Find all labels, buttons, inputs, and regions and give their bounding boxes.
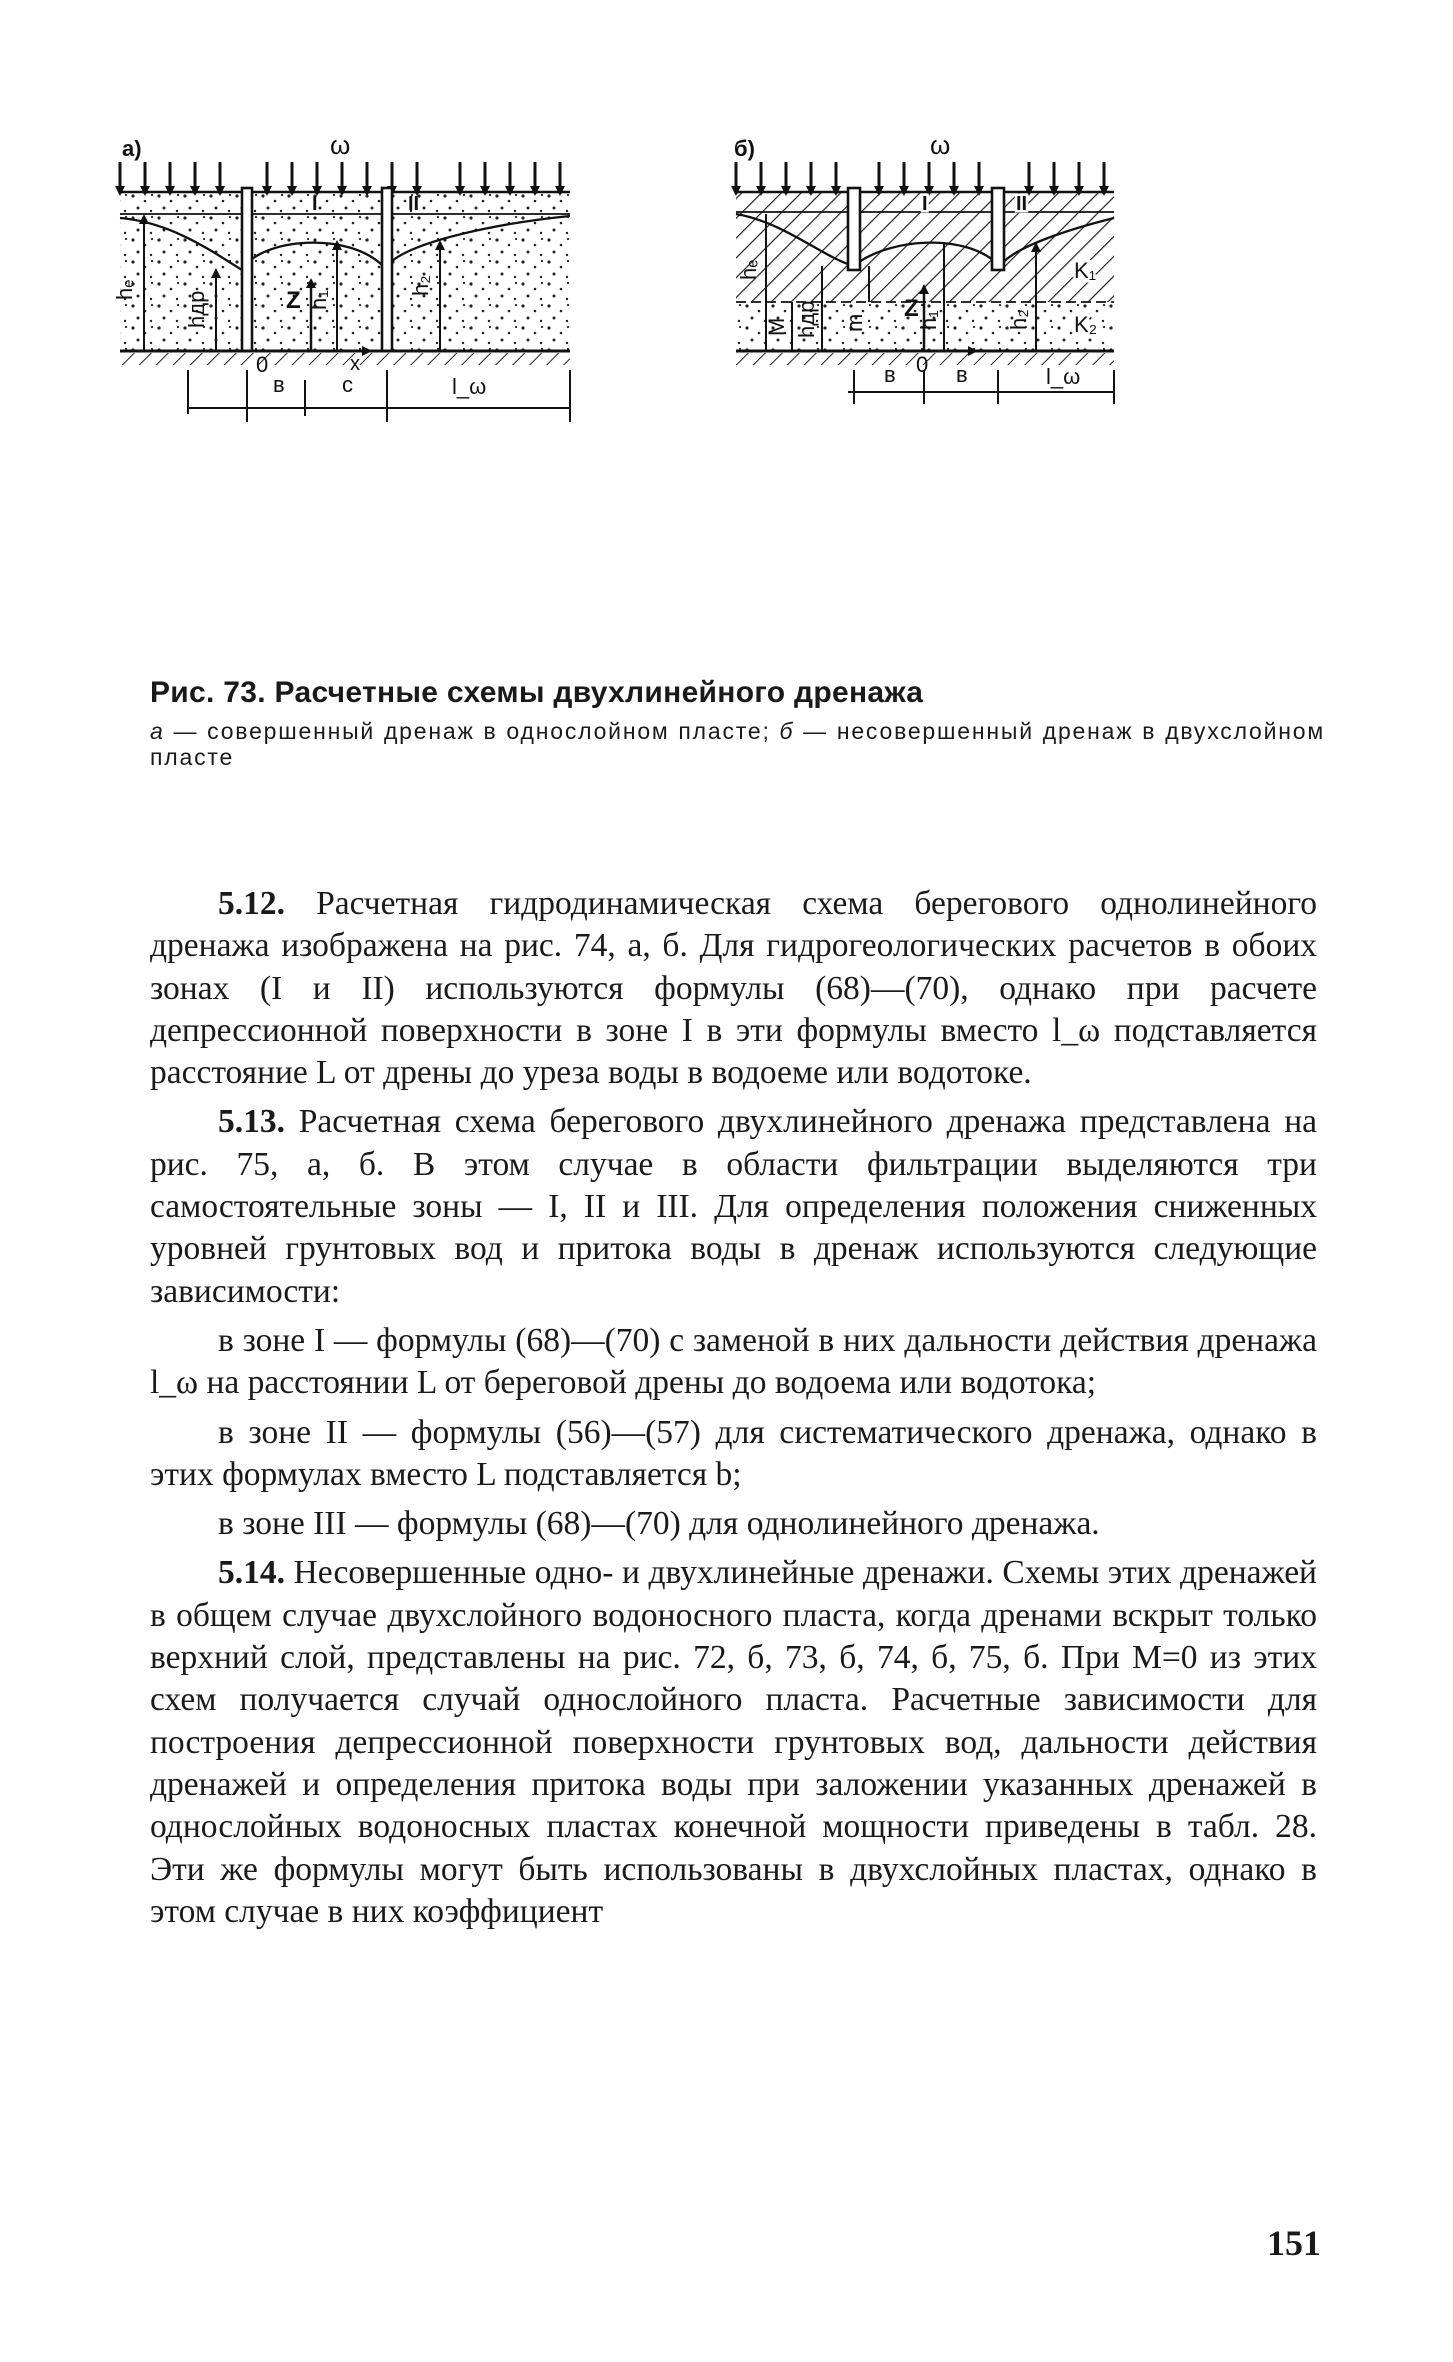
section-number: 5.14.: [218, 1554, 285, 1592]
paragraph-zone-3: [150, 1503, 1317, 1545]
caption-b-letter: б: [779, 718, 795, 744]
label-he-b: hₑ: [736, 259, 761, 280]
label-k1-b: K₁: [1074, 258, 1097, 283]
zone-1-b: I: [922, 193, 928, 215]
label-k2-b: K₂: [1074, 312, 1098, 337]
label-hdr-b: hдр: [794, 300, 819, 338]
label-z-a: Z: [286, 287, 301, 314]
paragraph-5-14: [150, 1552, 1317, 1933]
panel-a-omega: ω: [330, 130, 351, 160]
paragraph-zone-1: [150, 1320, 1317, 1405]
drain-1-a: [242, 188, 252, 351]
caption-b-text: — несовершенный дренаж в двухслойном пласте: [150, 718, 1325, 770]
infiltration-arrows-a: [120, 162, 560, 194]
section-number: 5.12.: [218, 885, 285, 922]
section-number: 5.13.: [218, 1103, 285, 1141]
caption-a-text: — совершенный дренаж в однослойном пласте;: [164, 718, 780, 744]
panel-a: [112, 130, 570, 422]
dim-b1-b: в: [884, 362, 896, 387]
zone-1-a: I: [312, 193, 318, 215]
label-h1-a: h₁: [306, 290, 331, 310]
caption-a-letter: а: [150, 718, 165, 744]
drain-2-b: [992, 188, 1004, 270]
zone-2-b: II: [1016, 193, 1028, 215]
paragraph-5-12: [150, 883, 1317, 1094]
infiltration-arrows-b: [736, 162, 1104, 194]
panel-a-letter: а): [122, 136, 142, 161]
caption-legend: [150, 718, 1325, 770]
label-h2-a: h₂: [408, 275, 433, 296]
label-m-b: m: [842, 313, 867, 332]
paragraph-text: в зоне II — формулы (56)—(57) для систематического дренажа, однако в этих формулах вместо L подставляется b;: [150, 1413, 1317, 1493]
caption-title: Рис. 73. Расчетные схемы двухлинейного дренажа: [150, 676, 924, 709]
dim-lw-b: l_ω: [1046, 364, 1081, 389]
paragraph-5-13: [150, 1101, 1317, 1312]
figure-caption: [150, 676, 1325, 770]
label-z-b: Z: [904, 295, 919, 322]
drain-1-b: [848, 188, 860, 270]
paragraph-text: Несовершенные одно- и двухлинейные дренажи. Схемы этих дренажей в общем случае двухслойного водоносного пласта, когда дренами вскрыт только верхний слой, представлены на рис. 72, б, 73, б, 74, б, 75, б. При M=0 из этих схем получается случай однослойного пласта. Расчетные зависимости для построения депрессионной поверхности грунтовых вод, дальности действия дренажей и определения притока воды при заложении указанных дренажей в однослойных водоносных пластах конечной мощности приведены в табл. 28. Эти же формулы могут быть использованы в двухслойных пластах, однако в этом случае в них коэффициент: [150, 1554, 1317, 1930]
origin-a: 0: [256, 352, 269, 377]
body-text: [150, 883, 1317, 1933]
zone-2-a: II: [408, 193, 420, 215]
origin-b: 0: [916, 352, 929, 377]
label-h1-b: h₁: [916, 310, 941, 330]
dim-b-a: в: [273, 372, 285, 397]
label-hdr-a: hдр: [184, 290, 209, 328]
paragraph-text: Расчетная гидродинамическая схема берегового однолинейного дренажа изображена на рис. 74, а, б. Для гидрогеологических расчетов в обоих зонах (I и II) используются формулы (68)—(70), однако при расчете депрессионной поверхности в зоне I в эти формулы вместо l_ω подставляется расстояние L от дрены до уреза воды в водоеме или водотоке.: [150, 885, 1317, 1092]
paragraph-text: Расчетная схема берегового двухлинейного дренажа представлена на рис. 75, а, б. В этом случае в области фильтрации выделяются три самостоятельные зоны — I, II и III. Для определения положения сниженных уровней грунтовых вод и притока воды в дренаж используются следующие зависимости:: [150, 1103, 1317, 1310]
drain-2-a: [382, 188, 392, 351]
label-h2-b: h₂: [1006, 309, 1031, 330]
dim-c-a: с: [342, 372, 353, 397]
label-M-b: M: [764, 317, 789, 336]
paragraph-text: в зоне I — формулы (68)—(70) с заменой в них дальности действия дренажа l_ω на расстоянии L от береговой дрены до водоема или водотока;: [150, 1321, 1317, 1402]
panel-b-letter: б): [734, 136, 755, 161]
paragraph-text: в зоне III — формулы (68)—(70) для однолинейного дренажа.: [218, 1505, 1100, 1543]
axis-x-a: x: [350, 353, 360, 375]
dimension-line-a: [188, 370, 570, 422]
figure-73: [112, 130, 1330, 640]
page-number: 151: [1267, 2223, 1321, 2263]
label-he-a: hₑ: [112, 279, 137, 300]
impermeable-base-a: [120, 353, 570, 365]
dim-b2-b: в: [956, 362, 968, 387]
panel-b-omega: ω: [930, 130, 951, 160]
dim-lw-a: l_ω: [452, 374, 487, 399]
paragraph-zone-2: [150, 1412, 1317, 1497]
panel-b: [734, 130, 1114, 404]
